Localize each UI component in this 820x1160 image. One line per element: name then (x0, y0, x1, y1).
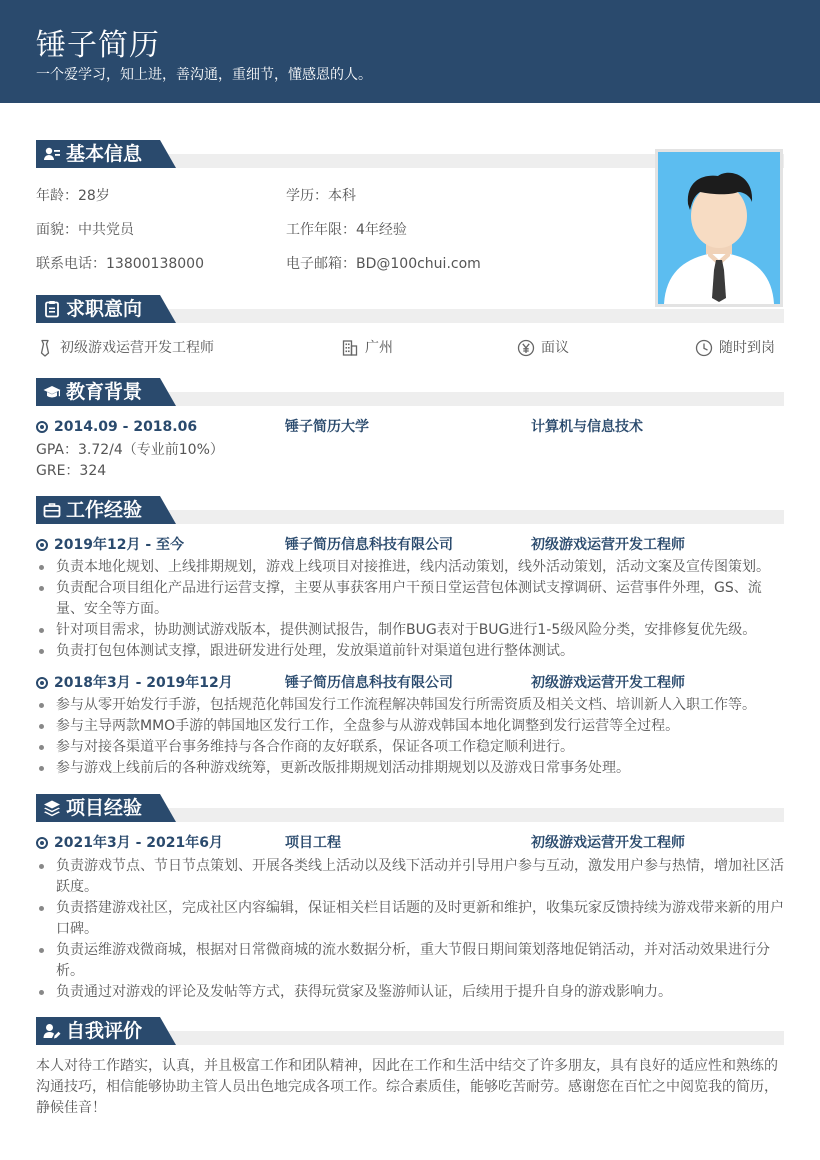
basic-degree: 学历：本科 (286, 188, 356, 204)
project-duties-list (36, 856, 784, 1003)
work-period: 2019年12月 - 至今 (54, 537, 185, 553)
building-icon (341, 339, 359, 357)
basic-age: 年龄：28岁 (36, 188, 110, 204)
section-title: 基本信息 (66, 143, 143, 165)
intent-city-label: 广州 (365, 340, 393, 356)
education-entry (36, 417, 784, 437)
yen-coin-icon (517, 339, 535, 357)
list-item: 针对项目需求，协助测试游戏版本，提供测试报告，制作BUG表对于BUG进行1-5级风险分类，安排修复优先级。 (36, 620, 784, 641)
basic-email: 电子邮箱：BD@100chui.com (286, 256, 481, 272)
intent-position-label: 初级游戏运营开发工程师 (60, 340, 214, 356)
work-entry-header (36, 535, 784, 555)
education-school: 锤子简历大学 (285, 419, 369, 435)
graduation-cap-icon (43, 383, 61, 401)
work-duties-list (36, 695, 784, 779)
basic-phone: 联系电话：13800138000 (36, 256, 204, 272)
tie-icon (36, 339, 54, 357)
list-item: 负责游戏节点、节日节点策划、开展各类线上活动以及线下活动并引导用户参与互动，激发用户参与热情，增加社区活跃度。 (36, 856, 784, 898)
clipboard-icon (43, 300, 61, 318)
clock-icon (695, 339, 713, 357)
briefcase-icon (43, 501, 61, 519)
education-major: 计算机与信息技术 (531, 419, 643, 435)
intent-salary (517, 338, 637, 358)
avatar-photo (655, 149, 783, 307)
section-title: 项目经验 (66, 797, 143, 819)
intent-availability-label: 随时到岗 (719, 340, 775, 356)
self-evaluation-text: 本人对待工作踏实，认真，并且极富工作和团队精神，因此在工作和生活中结交了许多朋友，具有良好的适应性和熟练的沟通技巧，相信能够协助主管人员出色地完成各项工作。综合素质佳，能够吃苦耐劳。感谢您在百忙之中阅览我的简历，静候佳音！ (36, 1058, 778, 1116)
section-job-intent (36, 295, 784, 323)
list-item: 负责通过对游戏的评论及发帖等方式，获得玩赏家及鉴游师认证，后续用于提升自身的游戏影响力。 (36, 982, 784, 1003)
intent-position (36, 338, 256, 358)
work-role: 初级游戏运营开发工程师 (531, 537, 685, 553)
section-title: 教育背景 (66, 381, 143, 403)
resume-motto: 一个爱学习，知上进，善沟通，重细节，懂感恩的人。 (36, 67, 372, 83)
intent-availability (695, 338, 795, 358)
section-education (36, 378, 784, 406)
education-gpa: GPA：3.72/4（专业前10%） (36, 442, 224, 458)
basic-politics: 面貌：中共党员 (36, 222, 134, 238)
list-item: 参与游戏上线前后的各种游戏统筹，更新改版排期规划活动排期规划以及游戏日常事务处理。 (36, 758, 784, 779)
intent-salary-label: 面议 (541, 340, 569, 356)
resume-header (0, 0, 820, 103)
list-item: 负责打包包体测试支撑，跟进研发进行处理，发放渠道前针对渠道包进行整体测试。 (36, 641, 784, 662)
work-duties-list (36, 557, 784, 662)
intent-city (341, 338, 461, 358)
section-project (36, 794, 784, 822)
project-period: 2021年3月 - 2021年6月 (54, 835, 223, 851)
work-role: 初级游戏运营开发工程师 (531, 675, 685, 691)
section-work (36, 496, 784, 524)
work-company: 锤子简历信息科技有限公司 (285, 675, 453, 691)
project-entry-header (36, 833, 784, 853)
list-item: 负责配合项目组化产品进行运营支撑，主要从事获客用户干预日堂运营包体测试支撑调研、运营事件外理，GS、流量、安全等方面。 (36, 578, 784, 620)
basic-years: 工作年限：4年经验 (286, 222, 407, 238)
avatar-illustration (658, 152, 780, 304)
work-company: 锤子简历信息科技有限公司 (285, 537, 453, 553)
section-title: 工作经验 (66, 499, 143, 521)
list-item: 负责搭建游戏社区，完成社区内容编辑，保证相关栏目话题的及时更新和维护，收集玩家反馈持续为游戏带来新的用户口碑。 (36, 898, 784, 940)
user-edit-icon (43, 1022, 61, 1040)
layers-icon (43, 799, 61, 817)
timeline-dot (36, 677, 48, 689)
resume-name: 锤子简历 (36, 28, 160, 63)
user-card-icon (43, 145, 61, 163)
section-title: 自我评价 (66, 1020, 143, 1042)
list-item: 参与从零开始发行手游，包括规范化韩国发行工作流程解决韩国发行所需资质及相关文档、培训新人入职工作等。 (36, 695, 784, 716)
work-period: 2018年3月 - 2019年12月 (54, 675, 233, 691)
timeline-dot (36, 421, 48, 433)
project-role: 初级游戏运营开发工程师 (531, 835, 685, 851)
list-item: 负责运维游戏微商城，根据对日常微商城的流水数据分析，重大节假日期间策划落地促销活动，并对活动效果进行分析。 (36, 940, 784, 982)
list-item: 负责本地化规划、上线排期规划，游戏上线项目对接推进，线内活动策划，线外活动策划，活动文案及宣传图策划。 (36, 557, 784, 578)
project-name: 项目工程 (285, 835, 341, 851)
section-self-evaluation (36, 1017, 784, 1045)
education-gre: GRE：324 (36, 463, 107, 479)
timeline-dot (36, 539, 48, 551)
list-item: 参与对接各渠道平台事务维持与各合作商的友好联系，保证各项工作稳定顺利进行。 (36, 737, 784, 758)
education-period: 2014.09 - 2018.06 (54, 419, 198, 435)
timeline-dot (36, 837, 48, 849)
work-entry-header (36, 673, 784, 693)
list-item: 参与主导两款MMO手游的韩国地区发行工作，全盘参与从游戏韩国本地化调整到发行运营等全过程。 (36, 716, 784, 737)
section-title: 求职意向 (66, 298, 143, 320)
